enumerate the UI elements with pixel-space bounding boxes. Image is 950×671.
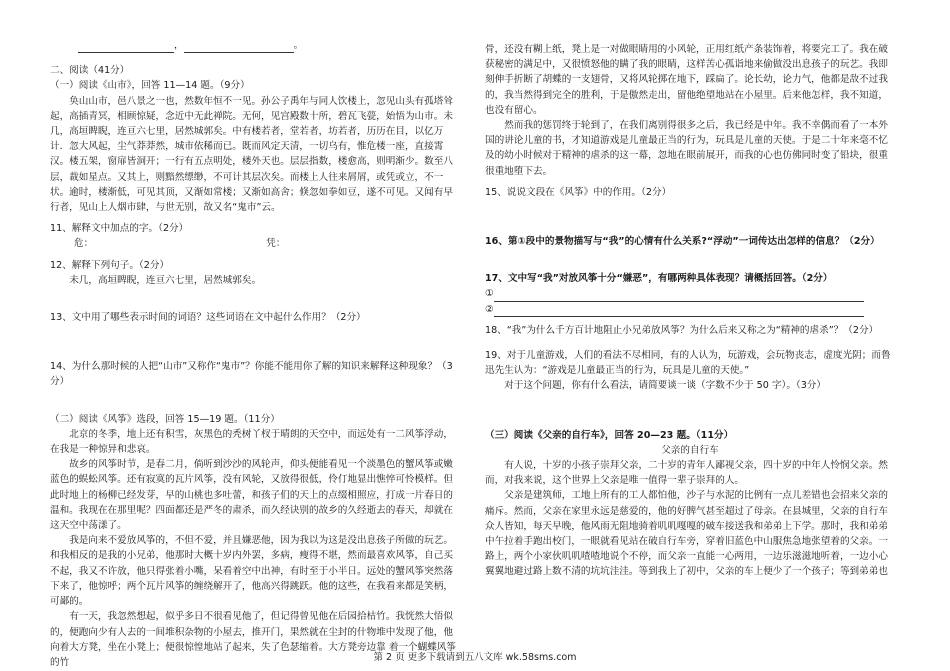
q17-line-2: [485, 302, 895, 317]
q11-answers: [50, 236, 460, 251]
answer-blanks: ， 。: [50, 38, 460, 53]
q11-answer-a[interactable]: 危：: [74, 238, 94, 250]
q12-sentence: 未几，高垣睥睨，连亘六七里，居然城郭矣。: [69, 274, 262, 286]
q19-text: 19、对于儿童游戏，人们的看法不尽相同，有的人认为，玩游戏，会玩物丧志，虚度光阴；而鲁迅先生认为：“游戏是儿童最正当的行为，玩具是儿童的天使。”: [485, 350, 891, 377]
q11-text: 11、解释文中加点的字。（2分）: [50, 223, 189, 235]
q17-marker-1: ①: [485, 288, 494, 300]
part1-passage: 奂山山市，邑八景之一也，然数年恒不一见。孙公子禹年与同人饮楼上，忽见山头有孤塔耸起，高插青冥，相顾惊疑，念近中无此禅院。无何，见宫殿数十所，碧瓦飞甍，始悟为山市。未几，高垣睥睨，连亘六七里，居然城郭矣。中有楼若者，堂若者，坊若者，历历在目，以亿万计．忽大风起，尘气莽莽然，城市依稀而已。既而风定天清，一切乌有，惟危楼一座，直接霄汉。楼五架，窗扉皆洞开；一行有五点明处，楼外天也。层层指数，楼愈高，则明渐少。数至八层，裁如星点。又其上，则黯然缥缈，不可计其层次矣。而楼上人往来屑屑，或凭或立，不一状。逾时，楼渐低，可见其顶，又渐如常楼；又渐如高舍；倏忽如拳如豆，遂不可见。又闻有早行者，见山上人烟市肆，与世无别，故又名“鬼市”云。: [50, 95, 453, 214]
part2-p4: 有一天，我忽然想起，似乎多日不很看见他了，但记得曾见他在后园拾枯竹。我恍然大悟似的，便跑向少有人去的一间堆积杂物的小屋去，推开门，果然就在尘封的什物堆中发现了他，他向着大方凳，坐在小凳上；便很惊惶地站了起来，失了色瑟缩着。大方凳旁边靠 着一个蝴蝶风筝的竹: [50, 611, 456, 668]
q14-text: 14、为什么那时候的人把“山市”又称作“鬼市”？你能不能用你了解的知识来解释这种现象？（3分）: [50, 361, 453, 388]
blank-2[interactable]: [184, 42, 294, 53]
page-footer: 第 2 页 更多下载请到五八文库 wk.58sms.com: [373, 652, 577, 663]
part3-p2: 父亲是建筑师，工地上所有的工人都怕他，沙子与水泥的比例有一点儿差错也会招来父亲的痛斥。然而，父亲在家里永远是慈爱的，他的好脾气甚至超过了母亲。在县城里，父亲的自行车众人皆知，每天早晚，他风雨无阻地骑着叽叽嘎嘎的破车接送我和弟弟上下学。那时，我和弟弟中午拉着手跑出校门，一眼就看见站在破自行车旁，穿着旧蓝色中山服焦急地张望着的父亲。一路上，两个小家伙叽叽喳喳地说个不停，而父亲一直能一心两用，一边乐滋滋地听着，一边小心翼翼地避过路上数不清的坑坑洼洼。等到我上了初中，父亲的车上便少了一个孩子；等到弟弟也: [485, 490, 888, 578]
part3-heading: 父亲的自行车: [661, 444, 719, 456]
part2-p2: 故乡的风筝时节，是春二月，倘听到沙沙的风轮声，仰头便能看见一个淡墨色的蟹风筝或嫩蓝色的蜈蚣风筝。还有寂寞的瓦片风筝，没有风轮，又放得很低，伶仃地显出憔悴可怜模样。但此时地上的杨柳已经发芽，早的山桃也多吐蕾，和孩子们的天上的点缀相照应，打成一片春日的温和。我现在在那里呢？四面都还是严冬的肃杀，而久经诀别的故乡的久经逝去的春天，却就在这天空中荡漾了。: [50, 459, 453, 532]
section-heading: 二、阅读（41分）: [50, 65, 130, 77]
q17-marker-2: ②: [485, 303, 494, 315]
blank-suffix: 。: [293, 40, 304, 51]
blank-1[interactable]: [78, 42, 174, 53]
part3-title: （三）阅读《父亲的自行车》，回答 20—23 题。（11分）: [485, 429, 734, 441]
part1-title: （一）阅读《山市》，回答 11—14 题。（9分）: [50, 80, 250, 92]
q17-text: 17、文中写“我”对放风筝十分“嫌恶”，有哪两种具体表现？请概括回答。（2分）: [485, 273, 833, 285]
q17-answer-line-1[interactable]: [494, 290, 864, 302]
q18-text: 18、“我”为什么千方百计地阻止小兄弟放风筝？为什么后来又称之为“精神的虐杀”？（2分）: [485, 324, 879, 336]
q17-line-1: [485, 286, 895, 301]
q17-answer-line-2[interactable]: [494, 305, 864, 317]
right-column: [485, 42, 895, 580]
q11-answer-b[interactable]: 凭：: [266, 238, 286, 250]
part2-title: （二）阅读《风筝》选段，回答 15—19 题。（11分）: [50, 413, 280, 425]
q15-text: 15、说说文段在《风筝》中的作用。（2分）: [485, 186, 672, 198]
passage-continued: 骨，还没有糊上纸，凳上是一对做眼睛用的小风轮，正用红纸产条装饰着，将要完工了。我在破获秘密的满足中，又很愤怒他的瞒了我的眼睛，这样苦心孤诣地来偷做没出息孩子的玩艺。我即刻伸手折断了胡蝶的一支翅骨，又将风轮掷在地下，踩扁了。论长幼，论力气，他都是敌不过我的，我当然得到完全的胜利，于是傲然走出，留他绝望地站在小屋里。后来他怎样，我不知道，也没有留心。: [485, 44, 888, 116]
q12-text: 12、解释下列句子。（2分）: [50, 259, 170, 271]
q13-text: 13、文中用了哪些表示时间的词语？这些词语在文中起什么作用？（2分）: [50, 312, 366, 324]
part2-p3: 我是向来不爱放风筝的，不但不爱，并且嫌恶他，因为我以为这是没出息孩子所做的玩艺。和我相反的是我的小兄弟，他那时大概十岁内外罢，多病，瘦得不堪，然而最喜欢风筝，自己买不起，我又不许放，他只得张着小嘴，呆看着空中出神，有时至于小半日。远处的蟹风筝突然落下来了，他惊呼；两个瓦片风筝的缠绕解开了，他高兴得跳跃。他的这些，在我看来都是笑柄，可鄙的。: [50, 535, 453, 608]
part2-p1: 北京的冬季，地上还有积雪，灰黑色的秃树丫杈于晴朗的天空中，而远处有一二风筝浮动，在我是一种惊异和悲哀。: [50, 428, 453, 456]
left-column: [50, 38, 460, 670]
q16-text: 16、第①段中的景物描写与“我”的心情有什么关系?“浮动”一词传达出怎样的信息？（2分）: [485, 236, 880, 248]
q19-task: 对于这个问题，你有什么看法，请简要谈一谈（字数不少于 50 字）。（3分）: [504, 380, 826, 392]
part3-p1: 有人说，十岁的小孩子崇拜父亲，二十岁的青年人鄙视父亲，四十岁的中年人怜悯父亲。然而，对我来说，这个世界上父亲是唯一值得一辈子崇拜的人。: [485, 460, 888, 487]
passage-end: 然而我的惩罚终于轮到了，在我们离别得很多之后，我已经是中年。我不幸偶而看了一本外国的讲论儿童的书，才知道游戏是儿童最正当的行为，玩具是儿童的天使。于是二十年来毫不忆及的幼小时候对于精神的虐杀的这一幕，忽地在眼前展开，而我的心也仿佛同时变了铅块，很重很重地堕下去。: [485, 120, 888, 177]
